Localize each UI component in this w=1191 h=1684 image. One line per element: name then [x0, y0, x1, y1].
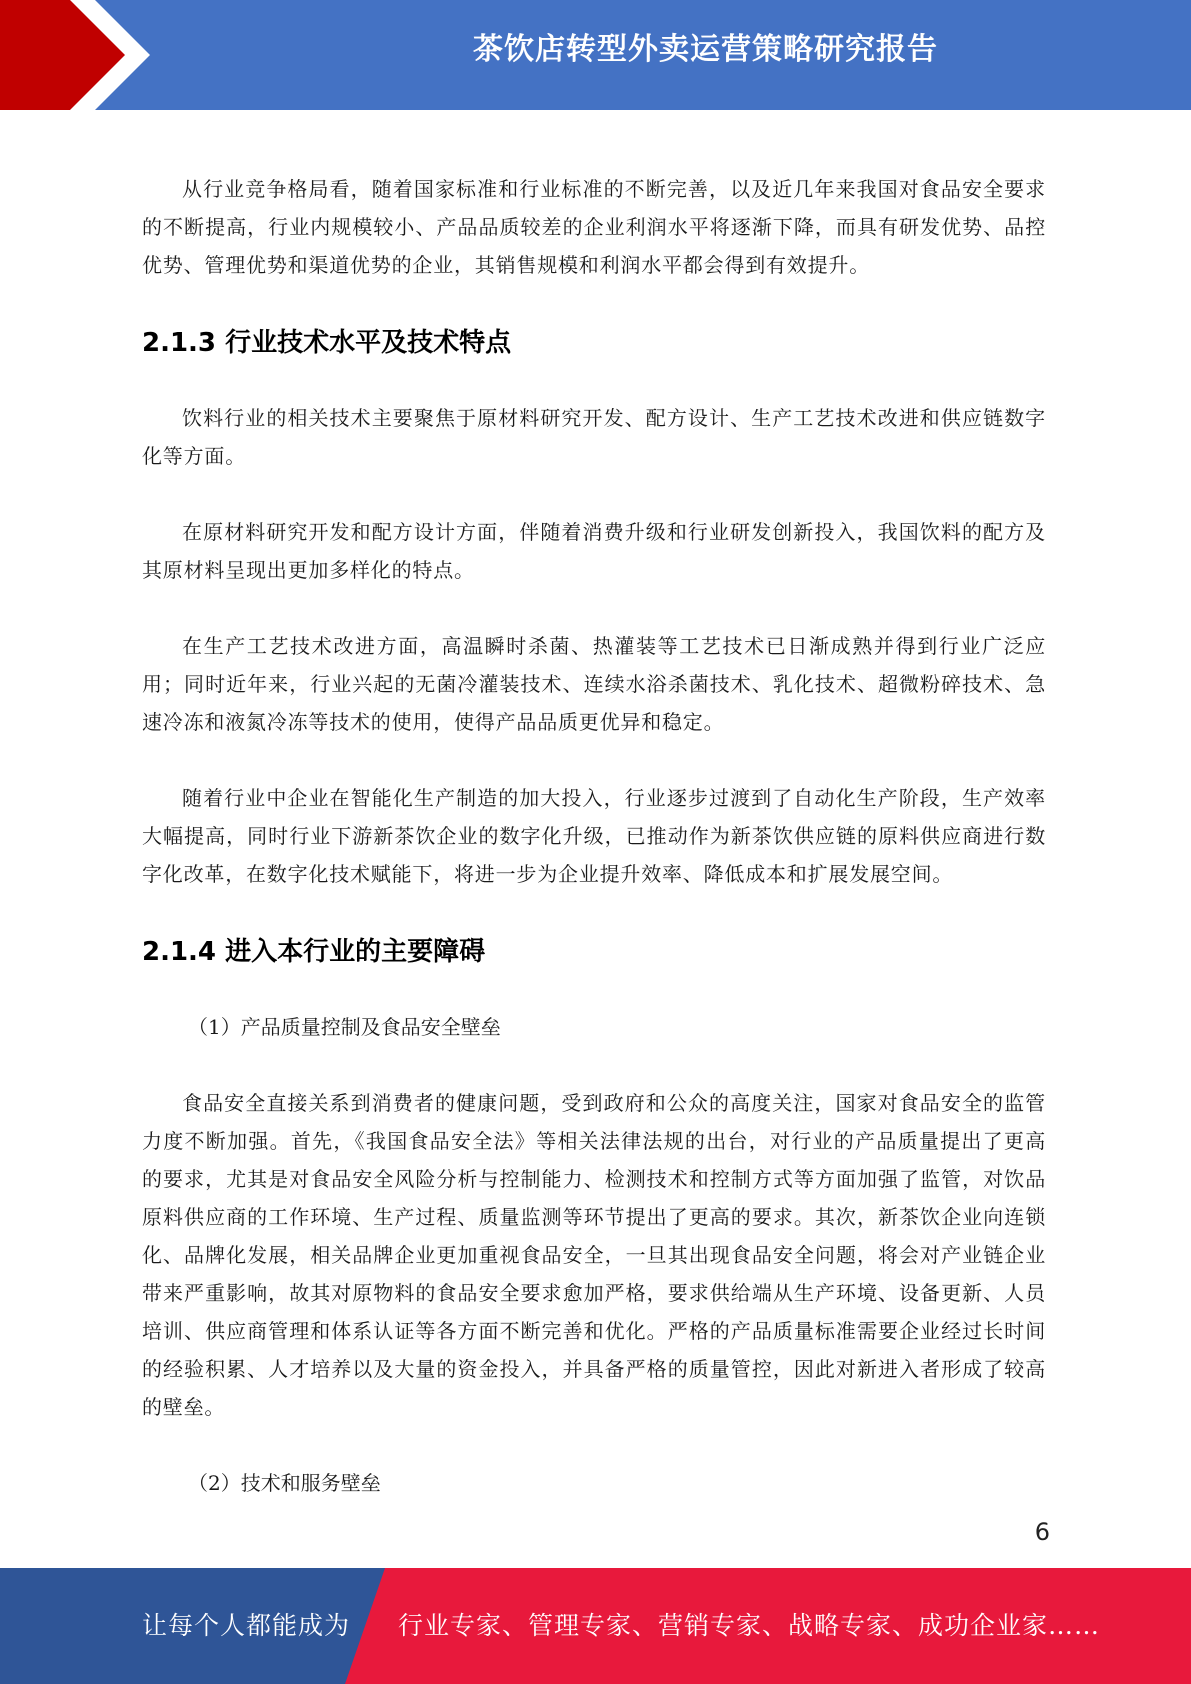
footer-slogan-right: 行业专家、管理专家、营销专家、战略专家、成功企业家……	[398, 1611, 1101, 1640]
page-number: 6	[1034, 1518, 1050, 1546]
subheading-quality-barrier: （1）产品质量控制及食品安全壁垒	[188, 1015, 501, 1039]
main-content	[142, 170, 1046, 1540]
paragraph-digitalization: 随着行业中企业在智能化生产制造的加大投入，行业逐步过渡到了自动化生产阶段，生产效率大幅提高，同时行业下游新茶饮企业的数字化升级，已推动作为新茶饮供应链的原料供应商进行数字化改革，在数字化技术赋能下，将进一步为企业提升效率、降低成本和扩展发展空间。	[142, 786, 1046, 886]
page-header	[0, 0, 1191, 110]
paragraph-food-safety: 食品安全直接关系到消费者的健康问题，受到政府和公众的高度关注，国家对食品安全的监管力度不断加强。首先，《我国食品安全法》等相关法律法规的出台，对行业的产品质量提出了更高的要求，尤其是对食品安全风险分析与控制能力、检测技术和控制方式等方面加强了监管，对饮品原料供应商的工作环境、生产过程、质量监测等环节提出了更高的要求。其次，新茶饮企业向连锁化、品牌化发展，相关品牌企业更加重视食品安全，一旦其出现食品安全问题，将会对产业链企业带来严重影响，故其对原物料的食品安全要求愈加严格，要求供给端从生产环境、设备更新、人员培训、供应商管理和体系认证等各方面不断完善和优化。严格的产品质量标准需要企业经过长时间的经验积累、人才培养以及大量的资金投入，并具备严格的质量管控，因此对新进入者形成了较高的壁垒。	[142, 1091, 1046, 1419]
report-title: 茶饮店转型外卖运营策略研究报告	[473, 32, 938, 67]
footer-slogan-left: 让每个人都能成为	[142, 1611, 351, 1640]
subheading-tech-service-barrier: （2）技术和服务壁垒	[188, 1471, 381, 1495]
section-heading-2-1-3: 2.1.3 行业技术水平及技术特点	[142, 328, 512, 358]
page-footer	[0, 1568, 1191, 1684]
paragraph-raw-materials: 在原材料研究开发和配方设计方面，伴随着消费升级和行业研发创新投入，我国饮料的配方及其原材料呈现出更加多样化的特点。	[142, 520, 1046, 582]
paragraph-process-tech: 在生产工艺技术改进方面，高温瞬时杀菌、热灌装等工艺技术已日渐成熟并得到行业广泛应用；同时近年来，行业兴起的无菌冷灌装技术、连续水浴杀菌技术、乳化技术、超微粉碎技术、急速冷冻和液氮冷冻等技术的使用，使得产品品质更优异和稳定。	[142, 634, 1046, 734]
paragraph-competition: 从行业竞争格局看，随着国家标准和行业标准的不断完善，以及近几年来我国对食品安全要求的不断提高，行业内规模较小、产品品质较差的企业利润水平将逐渐下降，而具有研发优势、品控优势、管理优势和渠道优势的企业，其销售规模和利润水平都会得到有效提升。	[142, 177, 1046, 277]
paragraph-tech-focus: 饮料行业的相关技术主要聚焦于原材料研究开发、配方设计、生产工艺技术改进和供应链数字化等方面。	[142, 406, 1046, 468]
section-heading-2-1-4: 2.1.4 进入本行业的主要障碍	[142, 937, 486, 967]
